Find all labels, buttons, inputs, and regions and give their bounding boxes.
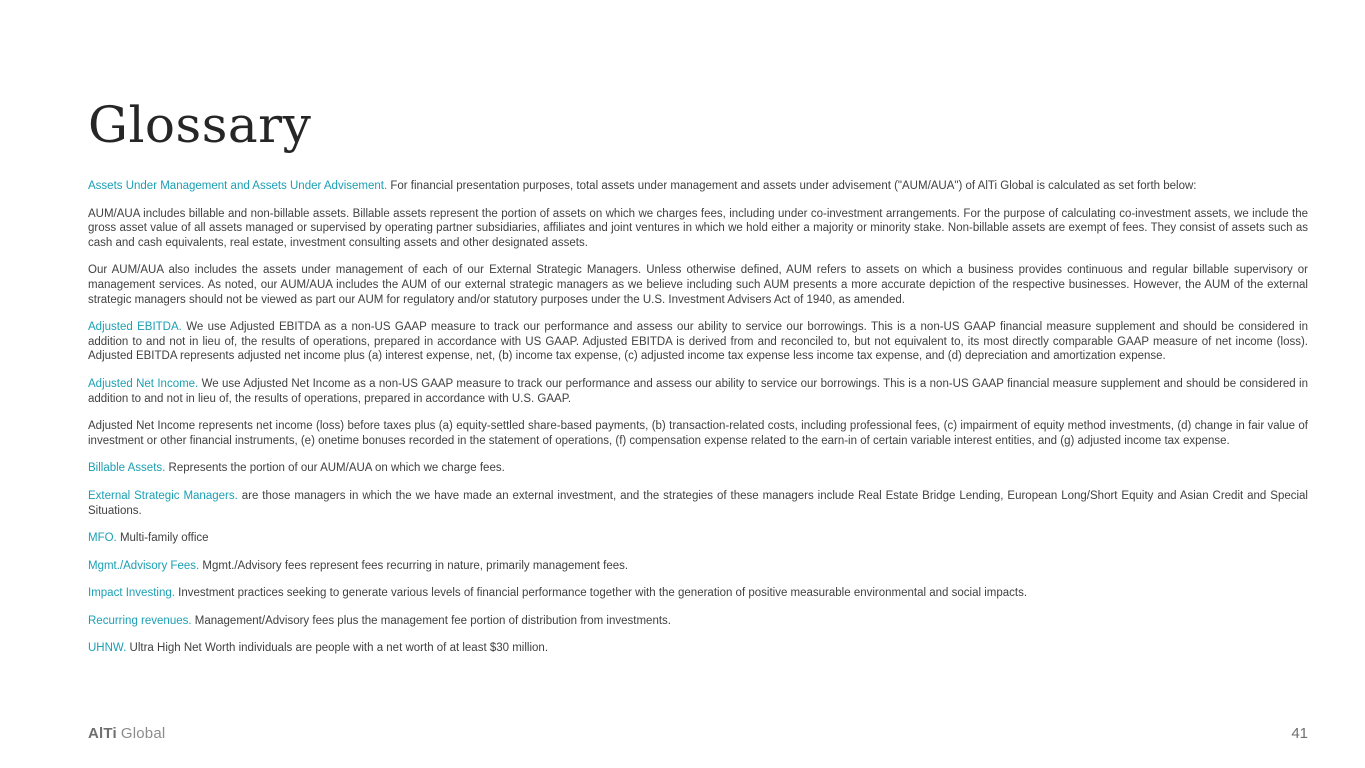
- glossary-entry: [88, 531, 1308, 546]
- glossary-definition: Mgmt./Advisory fees represent fees recurring in nature, primarily management fees.: [199, 559, 629, 572]
- glossary-term: Adjusted EBITDA.: [88, 321, 182, 334]
- glossary-definition: For financial presentation purposes, total assets under management and assets under advisement ("AUM/AUA") of AlTi Global is calculated as set forth below:: [387, 180, 1197, 192]
- glossary-entry: [88, 377, 1308, 406]
- glossary-definition: Investment practices seeking to generate various levels of financial performance together with the generation of positive measurable environmental and social impacts.: [174, 587, 1028, 600]
- brand-logo-bold: AlTi: [88, 725, 117, 742]
- glossary-definition: We use Adjusted EBITDA as a non-US GAAP measure to track our performance and assess our ability to service our borrowings. This is a non-US GAAP financial measure supplement and should be considered in addition to and not in lieu of, the results of operations, prepared in accordance with US GAAP. Adjusted EBITDA is derived from and reconciled to, but not equivalent to, its most directly comparable GAAP measure of net income (loss). Adjusted EBITDA represents adjusted net income plus (a) interest expense, net, (b) income tax expense, (c) adjusted income tax expense less income tax expense, and (d) depreciation and amortization expense.: [88, 321, 1308, 363]
- glossary-entry: [88, 419, 1308, 448]
- glossary-entry: [88, 559, 1308, 574]
- glossary-entry: [88, 641, 1308, 656]
- glossary-definition: are those managers in which the we have made an external investment, and the strategies of these managers include Real Estate Bridge Lending, European Long/Short Equity and Asian Credit and Special Situations.: [88, 489, 1308, 517]
- page-number: 41: [1291, 725, 1308, 742]
- glossary-term: Mgmt./Advisory Fees.: [88, 559, 200, 572]
- glossary-term: External Strategic Managers.: [88, 489, 238, 502]
- glossary-term: Recurring revenues.: [88, 614, 192, 627]
- glossary-entry: [88, 179, 1308, 194]
- glossary-term: Billable Assets.: [88, 462, 166, 475]
- glossary-entry: [88, 320, 1308, 364]
- glossary-entry: [88, 614, 1308, 629]
- glossary-term: Assets Under Management and Assets Under Advisement.: [88, 180, 388, 192]
- glossary-definition: Adjusted Net Income represents net income (loss) before taxes plus (a) equity-settled share-based payments, (b) transaction-related costs, including professional fees, (c) impairment of equity method investments, (d) change in fair value of investment or other financial instruments, (e) onetime bonuses recorded in the statement of operations, (f) compensation expense related to the earn-in of certain variable interest entities, and (g) adjusted income tax expense.: [88, 420, 1308, 447]
- glossary-definition: Management/Advisory fees plus the management fee portion of distribution from investments.: [191, 614, 671, 627]
- glossary-term: Impact Investing.: [88, 587, 175, 600]
- glossary-term: UHNW.: [88, 642, 127, 655]
- glossary-entry: [88, 207, 1308, 251]
- page-title: Glossary: [88, 96, 312, 154]
- glossary-term: MFO.: [88, 532, 117, 545]
- glossary-definition: Multi-family office: [116, 532, 209, 545]
- content-area: [88, 98, 1308, 669]
- glossary-definition: AUM/AUA includes billable and non-billable assets. Billable assets represent the portion of assets on which we charges fees, including under co-investment arrangements. For the purpose of calculating co-investment assets, we include the gross asset value of all assets managed or supervised by operating partner subsidiaries, affiliates and joint ventures in which we hold either a majority or minority stake. Non-billable assets are exempt of fees. They consist of assets such as cash and cash equivalents, real estate, investment consulting assets and other designated assets.: [88, 207, 1308, 249]
- glossary-entries: [88, 179, 1308, 656]
- glossary-entry: [88, 461, 1308, 476]
- glossary-definition: We use Adjusted Net Income as a non-US GAAP measure to track our performance and assess our ability to service our borrowings. This is a non-US GAAP financial measure supplement and should be considered in addition to and not in lieu of, the results of operations, prepared in accordance with U.S. GAAP.: [88, 377, 1309, 405]
- glossary-entry: [88, 489, 1308, 518]
- brand-logo: [88, 725, 165, 742]
- glossary-definition: Ultra High Net Worth individuals are people with a net worth of at least $30 million.: [126, 642, 549, 655]
- glossary-definition: Our AUM/AUA also includes the assets under management of each of our External Strategic Managers. Unless otherwise defined, AUM refers to assets on which a business provides continuous and regular billable supervisory or management services. As noted, our AUM/AUA includes the AUM of our external strategic managers as we believe including such AUM presents a more accurate depiction of the respective businesses. However, the AUM of the external strategic managers should not be viewed as part our AUM for regulatory and/or statutory purposes under the U.S. Investment Advisers Act of 1940, as amended.: [88, 264, 1308, 306]
- brand-logo-regular: Global: [120, 725, 166, 742]
- glossary-entry: [88, 263, 1308, 307]
- glossary-term: Adjusted Net Income.: [88, 377, 199, 390]
- glossary-entry: [88, 586, 1308, 601]
- glossary-definition: Represents the portion of our AUM/AUA on which we charge fees.: [165, 462, 505, 475]
